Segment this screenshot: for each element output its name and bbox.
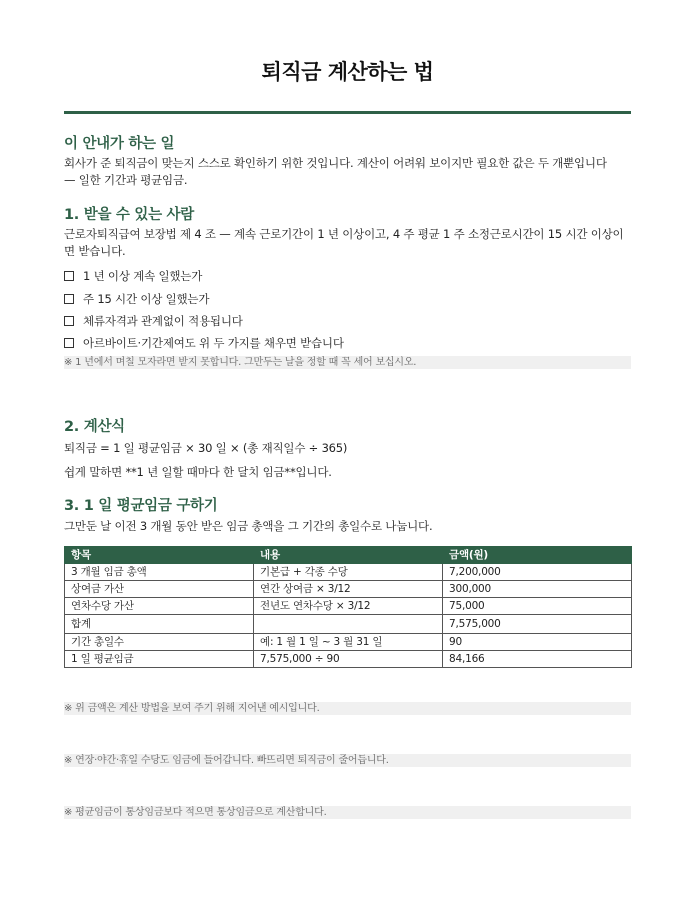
eligible-line-1: 근로자퇴직급여 보장법 제 4 조 — 계속 근로기간이 1 년 이상이고, 4 주 평균 1 주 소정근로시간이 15 시간 이상이	[64, 227, 624, 241]
column-header: 금액(원)	[443, 547, 632, 564]
table-cell: 기본급 + 각종 수당	[254, 564, 443, 581]
average-wage-table	[64, 546, 632, 668]
table-row	[65, 581, 632, 598]
eligible-note: ※ 1 년에서 며칠 모자라면 받지 못합니다. 그만두는 날을 정할 때 꼭 세어 보십시오.	[64, 356, 631, 369]
footnote-ordinary-wage: ※ 평균임금이 통상임금보다 적으면 통상임금으로 계산합니다.	[64, 806, 631, 819]
eligible-line-2: 면 받습니다.	[64, 244, 126, 258]
checkbox-icon	[64, 316, 74, 326]
table-row	[65, 564, 632, 581]
formula-plain: 쉽게 말하면 **1 년 일할 때마다 한 달치 임금**입니다.	[64, 465, 332, 479]
table-row	[65, 598, 632, 615]
title-divider	[64, 111, 631, 114]
section-heading-about: 이 안내가 하는 일	[64, 136, 175, 152]
column-header: 내용	[254, 547, 443, 564]
table-cell: 전년도 연차수당 × 3/12	[254, 598, 443, 615]
formula-text: 퇴직금 = 1 일 평균임금 × 30 일 × (총 재직일수 ÷ 365)	[64, 441, 348, 455]
checklist-item	[64, 268, 202, 284]
table-row-total	[65, 615, 632, 634]
table-row	[65, 651, 632, 668]
footnote-example: ※ 위 금액은 계산 방법을 보여 주기 위해 지어낸 예시입니다.	[64, 702, 631, 715]
table-cell: 84,166	[443, 651, 632, 668]
table-cell: 연간 상여금 × 3/12	[254, 581, 443, 598]
checkbox-icon	[64, 338, 74, 348]
table-cell: 90	[443, 634, 632, 651]
table-cell: 예: 1 월 1 일 ~ 3 월 31 일	[254, 634, 443, 651]
checklist-item	[64, 335, 344, 351]
table-cell: 연차수당 가산	[65, 598, 254, 615]
section-heading-eligible: 1. 받을 수 있는 사람	[64, 207, 194, 223]
checkbox-icon	[64, 294, 74, 304]
checklist-item	[64, 291, 209, 307]
average-wage-intro: 그만둔 날 이전 3 개월 동안 받은 임금 총액을 그 기간의 총일수로 나눕니다.	[64, 519, 433, 533]
table-cell: 7,575,000	[443, 615, 632, 634]
checkbox-icon	[64, 271, 74, 281]
table-cell	[254, 615, 443, 634]
section-heading-formula: 2. 계산식	[64, 419, 125, 435]
table-cell: 75,000	[443, 598, 632, 615]
table-cell: 합계	[65, 615, 254, 634]
table-cell: 300,000	[443, 581, 632, 598]
table-cell: 1 일 평균임금	[65, 651, 254, 668]
page-title: 퇴직금 계산하는 법	[261, 60, 434, 84]
table-cell: 7,200,000	[443, 564, 632, 581]
checklist-label: 1 년 이상 계속 일했는가	[83, 269, 203, 283]
column-header: 항목	[65, 547, 254, 564]
table-cell: 상여금 가산	[65, 581, 254, 598]
section-heading-average-wage: 3. 1 일 평균임금 구하기	[64, 498, 218, 514]
checklist-label: 주 15 시간 이상 일했는가	[83, 292, 210, 306]
checklist-item	[64, 313, 243, 329]
about-line-2: — 일한 기간과 평균임금.	[64, 173, 188, 187]
footnote-allowances: ※ 연장·야간·휴일 수당도 임금에 들어갑니다. 빠뜨리면 퇴직금이 줄어듭니다.	[64, 754, 631, 767]
table-header-row	[65, 547, 632, 564]
checklist-label: 체류자격과 관계없이 적용됩니다	[83, 314, 243, 328]
table-cell: 7,575,000 ÷ 90	[254, 651, 443, 668]
checklist-label: 아르바이트·기간제여도 위 두 가지를 채우면 받습니다	[83, 336, 344, 350]
about-line-1: 회사가 준 퇴직금이 맞는지 스스로 확인하기 위한 것입니다. 계산이 어려워 보이지만 필요한 값은 두 개뿐입니다	[64, 156, 607, 170]
table-cell: 기간 총일수	[65, 634, 254, 651]
table-cell: 3 개월 임금 총액	[65, 564, 254, 581]
table-row	[65, 634, 632, 651]
